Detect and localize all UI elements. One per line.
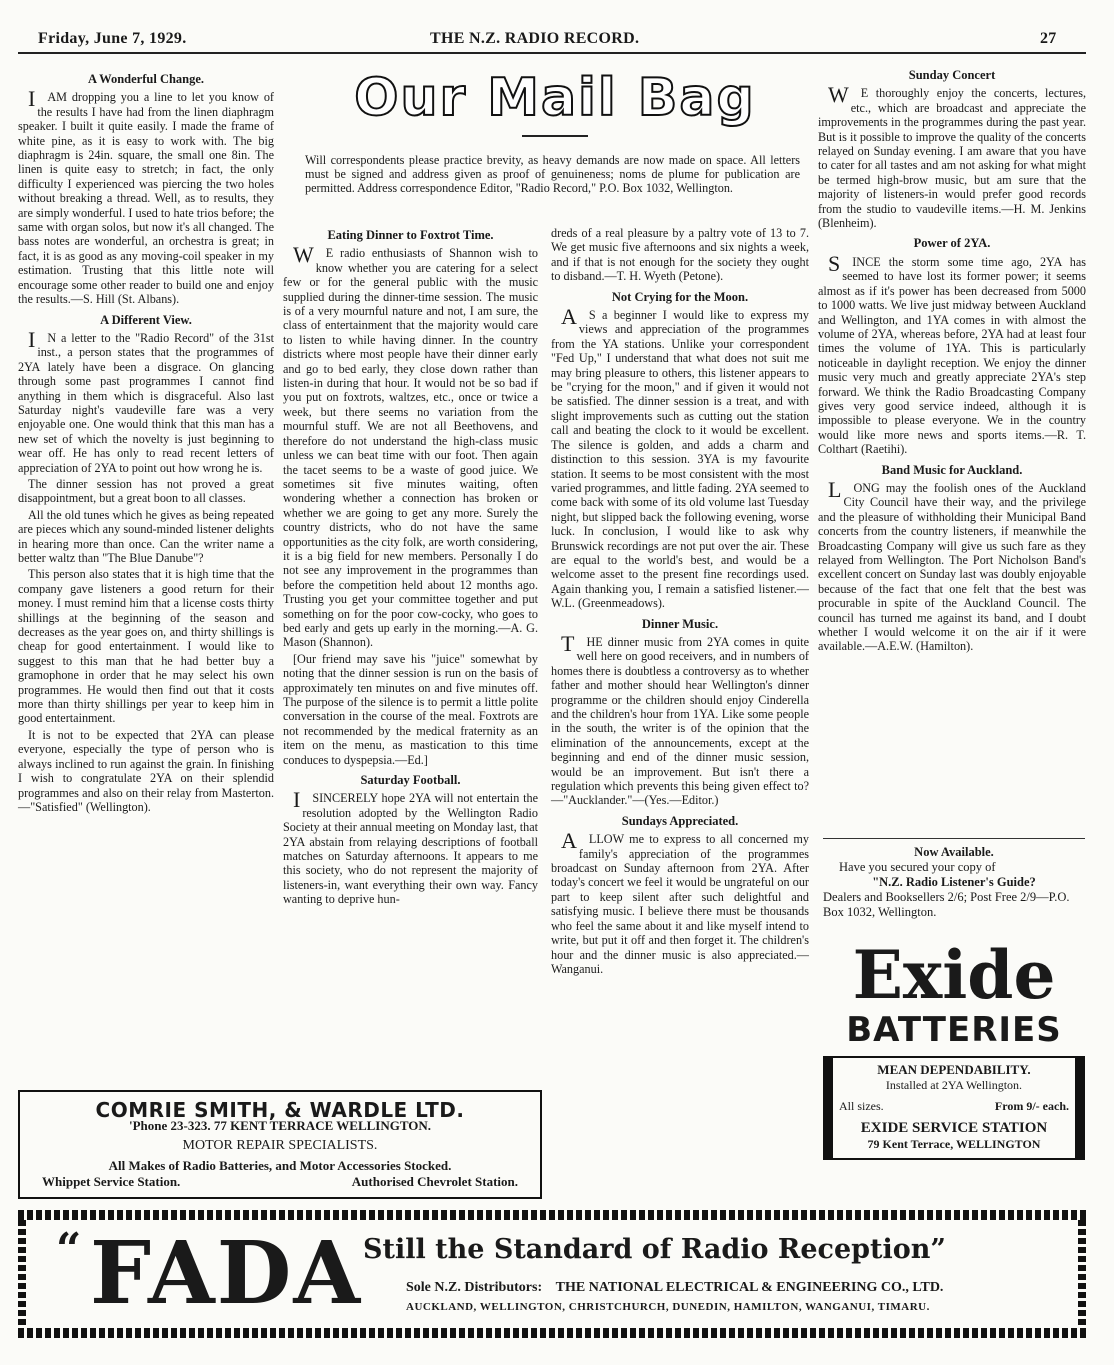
heading-different-view: A Different View. [100, 312, 192, 327]
letter-paragraph: WE thoroughly enjoy the concerts, lectures, etc., which are broadcast and appreciate the improvements in the programmes during the past year. But is it possible to improve the quality of the concerts relayed on Sunday evening. I am aware that you have to cater for all tastes and am not asking for what might be termed high-brow music, but am sure that the majority of listeners-in would prefer good records from the studio to vaudeville items.—H. M. Jenkins (Blenheim). [818, 82, 1086, 231]
publication-title: THE N.Z. RADIO RECORD. [430, 30, 640, 47]
letter-paragraph: It is not to be expected that 2YA can please everyone, especially the type of person who is always inclined to run against the grain. In finishing I wish to congratulate 2YA on their splendid programmes and also on their relay from Masterton.—"Satisfied" (Wellington). [18, 727, 274, 814]
fada-distrib-label: Sole N.Z. Distributors: [406, 1280, 543, 1295]
letter-paragraph: WE radio enthusiasts of Shannon wish to know whether you are catering for a select few or for the general public with the music supplied during the dinner-time session. The music is of a very mournful nature and not, I am sure, the class of entertainment that the majority would care to listen to while having dinner. In the country districts where most people have their dinner early and go to bed early, they close down rather than listen-in during that hour. It would not be so bad if you put on foxtrots, waltzes, etc., once or twice a week, but there seems no variation from the mournful stuff. We are not all Beethovens, and therefore do not understand the high-class music unless we can beat time with our foot. Then again the tacet seems to be a waste of good juice. We sometimes sit five minutes waiting, often wondering whether a connection has broken or whether we are going to get any more. Surely the country districts, who do not have the same opportunities as the city folk, are worth considering, it is a big field for new members. Personally I do not see any improvement in the programmes than before the competition held about 12 months ago. Trusting you get your committee together and put something on for the poor cow-cocky, who goes to bed early and gets up early in the morning.—A. G. Mason (Shannon). [283, 242, 538, 650]
advert-phone: 'Phone 23-323. 77 KENT TERRACE WELLINGTON. [128, 1118, 432, 1133]
exide-address: 79 Kent Terrace, WELLINGTON [867, 1137, 1041, 1151]
editor-note: [Our friend may save his "juice" somewhat by noting that the dinner session is run on the basis of approximately ten minutes on and five minutes off. The purpose of the silence is to permit a little polite conversation in the course of the meal. Foxtrots are not recommended by the medical fraternity as an item on the menu, as mastication to this time conduces to dyspepsia.—Ed.] [283, 651, 538, 767]
advert-whippet: Whippet Service Station. [42, 1174, 181, 1189]
heading-saturday-football: Saturday Football. [360, 773, 461, 788]
letter-paragraph: SINCE the storm some time ago, 2YA has seemed to have lost its former power; it seems almost as if it's power has been decreased from 5000 to 1000 watts. We live just midway between Auckland and Wellington, and 1YA comes in with almost the volume of 2YA, whereas before, 2YA had at least four times the volume of 1YA. This is particularly noticeable in daylight reception. We enjoy the dinner music very much and greatly appreciate 2YA's step forward. We think the Radio Broadcasting Company gives very good service indeed, although it is impossible to please everyone. We in the country would like more news and sports items.—R. T. Colthart (Raetihi). [818, 250, 1086, 457]
column-1 [18, 66, 274, 816]
advert-chevrolet: Authorised Chevrolet Station. [351, 1174, 518, 1189]
heading-power-2ya: Power of 2YA. [913, 236, 991, 251]
letter-paragraph: AS a beginner I would like to express my views and appreciation of the programmes from the YA stations. Unlike your correspondent "Fed Up," I understand that what does not suit me may bring pleasure to others, this listener appears to be "crying for the moon," and if given it would not be satisfied. The dinner session is a treat, and with slight improvements such as cutting out the station call and beating the clock to it would be excellent. The silence is golden, and adds a charm and distinction to this session. 3YA is my favourite station. It seems to be most consistent with the most varied programmes, and little fading. 2YA seemed to come back with some of its old volume last Tuesday night, but slipped back the following evening, worse luck. In conclusion, I would like to ask why Brunswick recordings are not put over the air. These are equal to the world's best, and would be a welcome asset to the present fine recordings used. Again thanking you, I remain a satisfied listener.—W.L. (Greenmeadows). [551, 304, 809, 611]
exide-info-box [823, 1056, 1085, 1160]
heading-wonderful-change: A Wonderful Change. [87, 72, 205, 86]
column-4 [818, 62, 1086, 656]
exide-tagline: MEAN DEPENDABILITY. [877, 1062, 1031, 1077]
letter-paragraph: dreds of a real pleasure by a paltry vote of 13 to 7. We get music five afternoons and six nights a week, and if that is not enough for the society they ought to disband.—T. H. Wyeth (Petone). [551, 226, 809, 284]
letter-paragraph: ALLOW me to express to all concerned my family's appreciation of the programmes broadcast on Sunday afternoon from 2YA. After today's concert we feel it would be ungrateful on our part to keep silent after such delightful and satisfying music. I believe there must be thousands who feel the same about it and like myself intend to write, but put it off and then forget it. The children's hour and the dinner music is also appreciated.—Wanganui. [551, 828, 809, 976]
notice-title: Now Available. [914, 845, 994, 859]
fada-slogan: Still the Standard of Radio Reception” [363, 1234, 946, 1265]
fada-distributors [406, 1280, 943, 1296]
exide-sizes: All sizes. [839, 1099, 884, 1113]
masthead-rule [522, 135, 588, 137]
letter-paragraph: The dinner session has not proved a great disappointment, but a great boon to all classes. [18, 476, 274, 506]
exide-price-row [839, 1099, 1069, 1114]
advert-company-name: COMRIE SMITH, & WARDLE LTD. [95, 1098, 465, 1122]
heading-eating-dinner: Eating Dinner to Foxtrot Time. [327, 228, 494, 242]
heading-not-crying: Not Crying for the Moon. [611, 289, 749, 304]
letter-paragraph: THE dinner music from 2YA comes in quite well here on good receivers, and in numbers of homes there is doubtless a controversy as to whether father and mother should hear Wellington's dinner programme or the children should enjoy Cinderella and the children's hour from 1YA. Like some people in the south, the writer is of the opinion that the elimination of the announcements, except at the beginning and end of the dinner music session, would be an improvement. But isn't there a regulation which prevents this being given effect to?—"Aucklander."—(Yes.—Editor.) [551, 630, 809, 808]
letter-paragraph: IN a letter to the "Radio Record" of the 31st inst., a person states that the programmes of 2YA lately have been a disgrace. On glancing through some past programmes I cannot find anything in them which is disgraceful. Also last Saturday night's vaudeville fare was a very enjoyable one. One would think that this man has a new set of which the novelty is just beginning to wear off. He has only to read recent letters of appreciation of 2YA to point out how wrong he is. [18, 326, 274, 475]
fada-right-border [1078, 1220, 1086, 1328]
fada-advert [18, 1210, 1086, 1338]
fada-distrib-name: THE NATIONAL ELECTRICAL & ENGINEERING CO., LTD. [555, 1280, 944, 1295]
letter-paragraph: This person also states that it is high time that the company gave listeners a good return for their money. I must remind him that a license costs thirty shillings at the beginning of the season and decreases as the year goes on, and thirty shillings is cheap for good entertainment. I would like to suggest to this man that he had better buy a gramophone in order that he may select his own programmes. He would then find out that it costs more than thirty shillings per year to keep him in good entertainment. [18, 567, 274, 726]
fada-top-border [18, 1210, 1086, 1220]
letter-paragraph: ISINCERELY hope 2YA will not entertain the resolution adopted by the Wellington Radio Society at their annual meeting on Monday last, that 2YA abstain from relaying descriptions of football matches on Saturday afternoons. It appears to me this society, who do not represent the majority of listeners-in, want everything their own way. Fancy wanting to deprive hun- [283, 787, 538, 907]
column-3 [551, 226, 809, 978]
heading-sundays-appreciated: Sundays Appreciated. [621, 813, 739, 828]
letter-paragraph: LONG may the foolish ones of the Auckland City Council have their way, and the privilege and the pleasure of withholding their Municipal Band concerts from the country listeners, if meanwhile the Broadcasting Company will give us such fare as they relayed from Wellington. The Port Nicholson Band's excellent concert on Sunday last was doubly enjoyable because of the fact that one felt that the best was procurable in spite of the Auckland Council. The council has turned me against its band, and I doubt whether I would welcome it on the air if it were available.—A.E.W. (Hamilton). [818, 476, 1086, 654]
notice-guide-name: "N.Z. Radio Listener's Guide? [872, 875, 1036, 889]
fada-cities: AUCKLAND, WELLINGTON, CHRISTCHURCH, DUNEDIN, HAMILTON, WANGANUI, TIMARU. [406, 1301, 930, 1313]
fada-logo: FADA [90, 1223, 363, 1324]
advert-specialists: MOTOR REPAIR SPECIALISTS. [182, 1138, 378, 1153]
notice-price: Dealers and Booksellers 2/6; Post Free 2/9—P.O. Box 1032, Wellington. [823, 890, 1070, 919]
letter-paragraph: All the old tunes which he gives as being repeated are pieces which any sound-minded listener delights in hearing more than once. Can the writer name a better waltz than "The Blue Danube"? [18, 507, 274, 565]
advert-stations [20, 1174, 540, 1190]
fada-left-border [18, 1220, 26, 1328]
issue-date: Friday, June 7, 1929. [38, 30, 187, 47]
masthead [300, 68, 810, 128]
masthead-intro: Will correspondents please practice brevity, as heavy demands are now made on space. All letters must be signed and address given as proof of genuineness; noms de plume for publication are permitted. Address correspondence Editor, "Radio Record," P.O. Box 1032, Wellington. [305, 153, 800, 195]
page-number: 27 [1040, 30, 1057, 47]
notice-line: Have you secured your copy of [839, 860, 996, 874]
heading-band-music: Band Music for Auckland. [881, 462, 1023, 477]
advert-stock: All Makes of Radio Batteries, and Motor Accessories Stocked. [108, 1158, 452, 1173]
exide-installed: Installed at 2YA Wellington. [885, 1078, 1023, 1092]
header-rule [18, 52, 1086, 54]
guide-notice [823, 845, 1085, 920]
exide-logo: Exide [852, 936, 1056, 1014]
exide-batteries: BATTERIES [846, 1010, 1062, 1050]
notice-rule [823, 838, 1085, 839]
exide-station: EXIDE SERVICE STATION [860, 1120, 1048, 1136]
masthead-title: Our Mail Bag [354, 68, 756, 128]
fada-bottom-border [18, 1328, 1086, 1338]
exide-advert [823, 936, 1085, 1190]
column-2 [283, 222, 538, 909]
letter-paragraph: IAM dropping you a line to let you know of the results I have had from the linen diaphragm speaker. I built it quite easily. I made the frame of white pine, as it is easy to work with. The big diaphragm is 24in. square, the small one 8in. The linen is quite easy to stretch; in fact, the only difficulty I experienced was piercing the two holes without breaking a thread. Well, as to results, they are simply wonderful. I used to hate trios before; the same with organ solos, but now it's all changed. The bass notes are wonderful, an orchestra is great; in fact, it is as good as any moving-coil speaker in my estimation. Trusting that this little note will encourage some other reader to build one and enjoy the results.—S. Hill (St. Albans). [18, 86, 274, 307]
fada-quote-mark: “ [56, 1224, 82, 1275]
comrie-smith-advert [18, 1090, 542, 1199]
exide-price: From 9/- each. [994, 1099, 1069, 1113]
heading-sunday-concert: Sunday Concert [908, 68, 996, 82]
heading-dinner-music: Dinner Music. [641, 616, 719, 631]
